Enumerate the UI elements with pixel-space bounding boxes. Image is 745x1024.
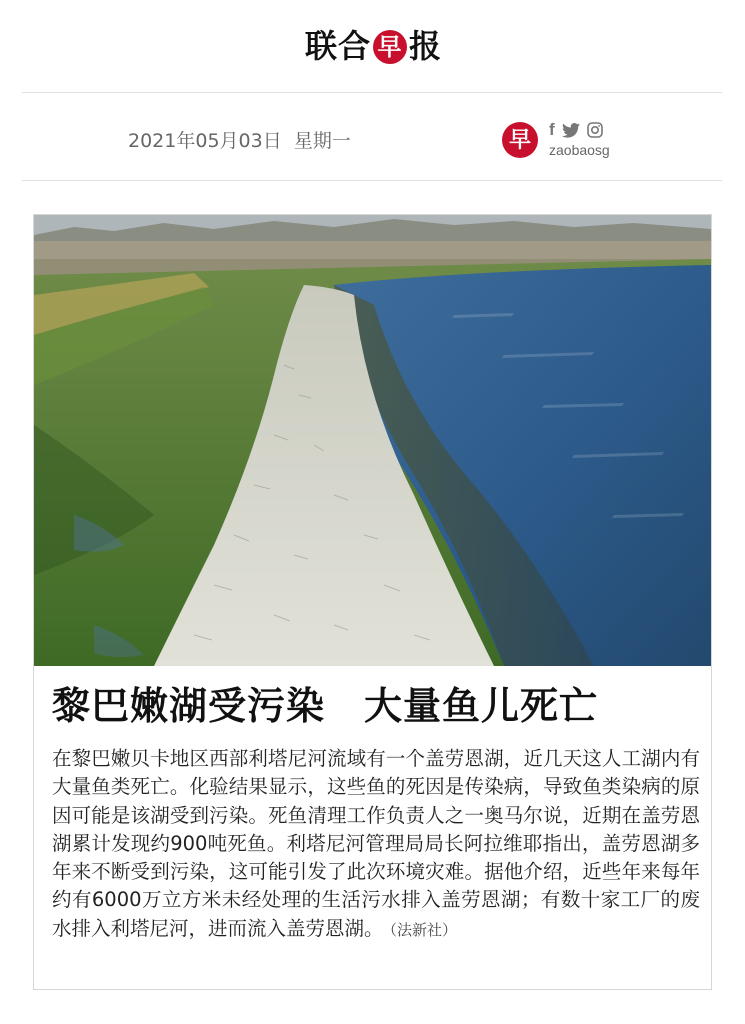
twitter-icon[interactable] bbox=[562, 123, 580, 138]
logo-badge: 早 bbox=[373, 30, 407, 64]
article-credit: （法新社） bbox=[389, 920, 458, 939]
logo-suffix: 报 bbox=[409, 27, 443, 65]
zaobao-brand-icon[interactable]: 早 bbox=[502, 122, 538, 158]
article-body-text: 在黎巴嫩贝卡地区西部利塔尼河流域有一个盖劳恩湖，近几天这人工湖内有大量鱼类死亡。化验结果显示，这些鱼的死因是传染病，导致鱼类染病的原因可能是该湖受到污染。死鱼清理工作负责人之一奥马尔说，近期在盖劳恩湖累计发现约900吨死鱼。利塔尼河管理局局长阿拉维耶指出，盖劳恩湖多年来不断受到污染，这可能引发了此次环境灾难。据他介绍，近些年来每年约有6000万立方米未经处理的生活污水排入盖劳恩湖；有数十家工厂的废水排入利塔尼河，进而流入盖劳恩湖。 bbox=[52, 747, 700, 940]
article-headline: 黎巴嫩湖受污染 大量鱼儿死亡 bbox=[52, 684, 599, 728]
social-links bbox=[549, 120, 629, 140]
instagram-icon[interactable] bbox=[587, 122, 603, 138]
facebook-icon[interactable]: f bbox=[549, 120, 555, 139]
lake-dead-fish-photo bbox=[34, 215, 711, 666]
weekday-text: 星期一 bbox=[293, 130, 351, 152]
article-body bbox=[52, 745, 700, 944]
social-handle[interactable]: zaobaosg bbox=[549, 142, 610, 158]
divider-meta bbox=[22, 180, 722, 181]
logo-prefix: 联合 bbox=[305, 27, 372, 65]
divider-top bbox=[22, 92, 722, 93]
date-text: 2021年05月03日 bbox=[128, 130, 282, 152]
masthead bbox=[0, 0, 745, 92]
article-card bbox=[33, 214, 712, 990]
zaobao-logo[interactable] bbox=[305, 26, 442, 66]
article-date bbox=[128, 126, 351, 153]
